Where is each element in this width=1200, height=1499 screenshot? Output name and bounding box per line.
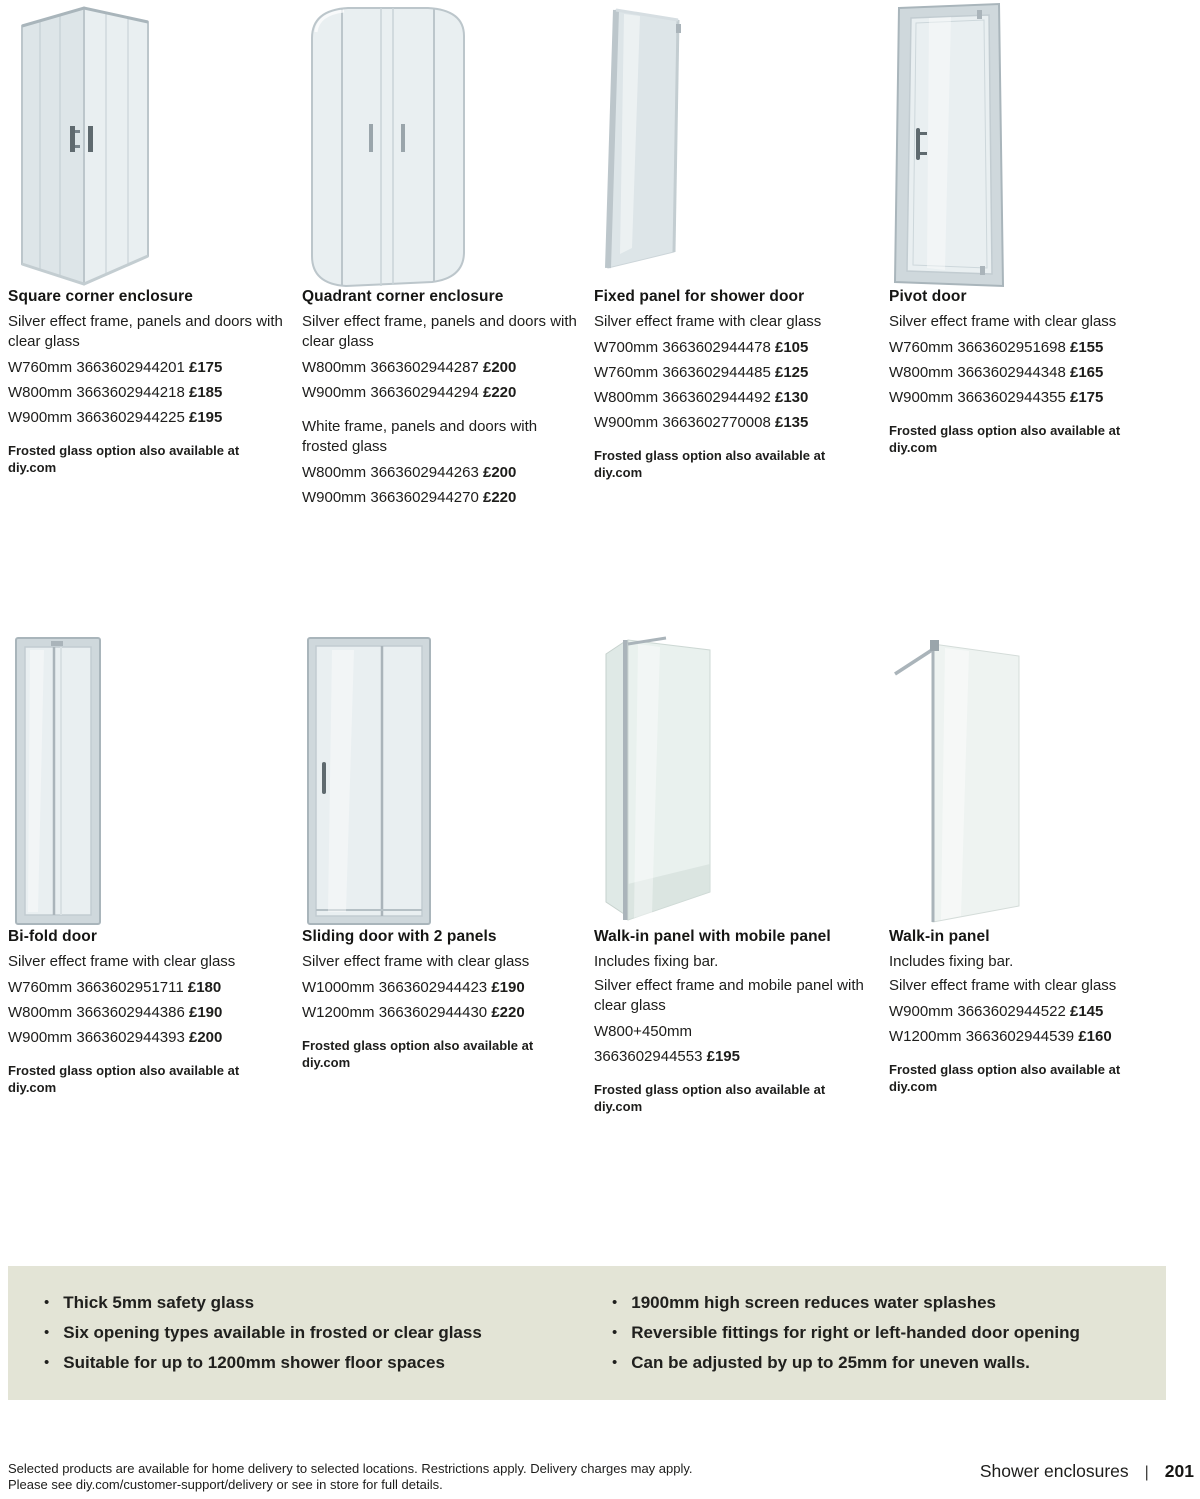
variant-line xyxy=(8,355,284,380)
frosted-option-note: Frosted glass option also available at diy.com xyxy=(8,443,240,475)
variant-code: 3663602951711 xyxy=(76,979,184,996)
variant-size: W1000mm xyxy=(302,979,375,996)
product-card xyxy=(8,0,284,476)
product-image xyxy=(594,0,870,288)
square-corner-enclosure-image xyxy=(8,2,158,288)
variant-size: W760mm xyxy=(594,364,659,381)
variant-price: £220 xyxy=(482,489,517,506)
variant-line xyxy=(8,380,284,405)
variant-line xyxy=(8,975,284,1000)
variant-size: W800mm xyxy=(8,384,73,401)
variant-code: 3663602944263 xyxy=(370,464,479,481)
product-title: Fixed panel for shower door xyxy=(594,288,805,305)
feature-text: Can be adjusted by up to 25mm for uneven walls. xyxy=(631,1353,1030,1372)
feature-text: 1900mm high screen reduces water splashes xyxy=(631,1293,997,1312)
product-title: Bi-fold door xyxy=(8,928,98,945)
variant-size: W760mm xyxy=(8,979,73,996)
product-description: Silver effect frame and mobile panel with clear glass xyxy=(594,977,864,1014)
frosted-option-note: Frosted glass option also available at diy.com xyxy=(594,1082,826,1114)
variant-price: £200 xyxy=(188,1029,223,1046)
feature-text: Six opening types available in frosted or clear glass xyxy=(63,1323,482,1342)
product-card xyxy=(8,620,284,1096)
variant-price: £160 xyxy=(1078,1028,1112,1045)
variant-price: £135 xyxy=(774,414,809,431)
product-title: Square corner enclosure xyxy=(8,288,193,305)
product-image xyxy=(8,620,284,928)
product-description: Silver effect frame, panels and doors with clear glass xyxy=(302,313,577,350)
feature-list-left xyxy=(36,1288,604,1400)
bullet-icon: • xyxy=(612,1294,618,1311)
variant-price: £195 xyxy=(706,1048,740,1065)
feature-box xyxy=(8,1266,1166,1400)
variant-line xyxy=(302,460,578,485)
variant-code: 3663602944386 xyxy=(76,1004,185,1021)
variant-group xyxy=(302,417,578,510)
footer-pagination xyxy=(980,1461,1194,1482)
variant-group xyxy=(302,312,578,405)
product-card xyxy=(594,0,870,481)
feature-text: Reversible fittings for right or left-handed door opening xyxy=(631,1323,1080,1342)
product-card xyxy=(302,0,578,514)
product-description: Silver effect frame with clear glass xyxy=(302,953,530,970)
variant-size: W800mm xyxy=(302,464,367,481)
walkin-panel-image xyxy=(889,632,1021,928)
product-image xyxy=(302,0,578,288)
variant-price: £185 xyxy=(188,384,223,401)
pivot-door-image xyxy=(889,2,1011,288)
variant-line xyxy=(889,999,1165,1024)
variant-price: £190 xyxy=(188,1004,223,1021)
variant-code: 3663602944539 xyxy=(965,1028,1075,1045)
variant-code: 3663602944201 xyxy=(76,359,185,376)
quadrant-corner-enclosure-image xyxy=(302,2,474,288)
product-description: Silver effect frame with clear glass xyxy=(8,953,236,970)
variant-price: £175 xyxy=(188,359,223,376)
variant-size: W900mm xyxy=(889,1003,954,1020)
variant-line xyxy=(302,975,578,1000)
variant-code: 3663602944270 xyxy=(370,489,479,506)
product-description: Silver effect frame, panels and doors with clear glass xyxy=(8,313,283,350)
product-card xyxy=(594,620,870,1115)
variant-size: W900mm xyxy=(8,409,73,426)
variant-size: W1200mm xyxy=(302,1004,375,1021)
product-title: Sliding door with 2 panels xyxy=(302,928,497,945)
variant-code: 3663602944348 xyxy=(957,364,1066,381)
feature-item xyxy=(604,1348,1164,1378)
bullet-icon: • xyxy=(44,1324,50,1341)
frosted-option-note: Frosted glass option also available at diy.com xyxy=(594,448,826,480)
variant-price: £145 xyxy=(1069,1003,1104,1020)
bullet-icon: • xyxy=(44,1354,50,1371)
feature-text: Suitable for up to 1200mm shower floor spaces xyxy=(63,1353,445,1372)
feature-text: Thick 5mm safety glass xyxy=(63,1293,255,1312)
variant-price: £125 xyxy=(774,364,809,381)
footer-disclaimer-line1: Selected products are available for home delivery to selected locations. Restrictions apply. Delivery charges may apply. xyxy=(8,1461,693,1476)
footer-section-title: Shower enclosures xyxy=(979,1461,1129,1481)
variant-price: £155 xyxy=(1069,339,1104,356)
variant-code: 3663602944430 xyxy=(378,1004,488,1021)
variant-line xyxy=(594,335,870,360)
variant-code: 3663602944218 xyxy=(76,384,185,401)
variant-line xyxy=(8,1025,284,1050)
variant-line xyxy=(594,360,870,385)
variant-code: 3663602951698 xyxy=(957,339,1066,356)
variant-group xyxy=(889,312,1165,410)
variant-size: W760mm xyxy=(889,339,954,356)
product-card xyxy=(302,620,578,1071)
variant-size: W800mm xyxy=(302,359,367,376)
feature-item xyxy=(36,1318,604,1348)
feature-item xyxy=(604,1318,1164,1348)
variant-line xyxy=(302,485,578,510)
variant-group xyxy=(8,312,284,430)
product-description: Silver effect frame with clear glass xyxy=(889,313,1117,330)
variant-price: £180 xyxy=(187,979,222,996)
bullet-icon: • xyxy=(612,1324,618,1341)
frosted-option-note: Frosted glass option also available at diy.com xyxy=(889,423,1121,455)
sliding-door-image xyxy=(302,632,438,928)
variant-price: £190 xyxy=(491,979,525,996)
variant-price: £200 xyxy=(482,359,517,376)
product-image xyxy=(8,0,284,288)
variant-price: £220 xyxy=(482,384,517,401)
variant-code: 3663602944393 xyxy=(76,1029,185,1046)
variant-price: £175 xyxy=(1069,389,1104,406)
variant-size: W800mm xyxy=(8,1004,73,1021)
bifold-door-image xyxy=(8,632,108,928)
variant-line xyxy=(302,355,578,380)
bullet-icon: • xyxy=(612,1354,618,1371)
variant-code: 3663602944485 xyxy=(662,364,771,381)
product-image xyxy=(594,620,870,928)
product-title: Walk-in panel with mobile panel xyxy=(594,928,831,945)
feature-item xyxy=(36,1348,604,1378)
variant-line xyxy=(302,380,578,405)
feature-item xyxy=(604,1288,1164,1318)
product-description: White frame, panels and doors with frosted glass xyxy=(302,418,538,455)
variant-size: W800mm xyxy=(594,389,659,406)
page-number: 201 xyxy=(1164,1461,1194,1481)
variant-group xyxy=(302,952,578,1025)
variant-line xyxy=(889,1024,1165,1049)
variant-price: £130 xyxy=(774,389,809,406)
frosted-option-note: Frosted glass option also available at diy.com xyxy=(302,1038,534,1070)
variant-price: £105 xyxy=(774,339,809,356)
product-image xyxy=(889,620,1165,928)
fixed-panel-image xyxy=(594,2,704,288)
bullet-icon: • xyxy=(44,1294,50,1311)
variant-price: £165 xyxy=(1069,364,1104,381)
variant-code: 3663602944423 xyxy=(378,979,488,996)
variant-line xyxy=(889,360,1165,385)
variant-code: 3663602944553 xyxy=(594,1048,703,1065)
variant-group xyxy=(889,976,1165,1049)
variant-code: 3663602944287 xyxy=(370,359,479,376)
frosted-option-note: Frosted glass option also available at diy.com xyxy=(889,1062,1121,1094)
variant-size: W1200mm xyxy=(889,1028,962,1045)
variant-code: 3663602944522 xyxy=(957,1003,1066,1020)
product-lead: Includes fixing bar. xyxy=(594,953,719,970)
variant-size: W760mm xyxy=(8,359,73,376)
footer-disclaimer xyxy=(8,1461,693,1492)
product-card xyxy=(889,620,1165,1095)
product-description: Silver effect frame with clear glass xyxy=(594,313,822,330)
variant-size: W900mm xyxy=(889,389,954,406)
variant-price: £195 xyxy=(188,409,223,426)
footer-separator: | xyxy=(1144,1464,1149,1481)
variant-code: 3663602944492 xyxy=(662,389,771,406)
variant-group xyxy=(594,976,870,1069)
footer-disclaimer-line2: Please see diy.com/customer-support/delivery or see in store for full details. xyxy=(8,1476,443,1492)
product-title: Quadrant corner enclosure xyxy=(302,288,504,305)
feature-item xyxy=(36,1288,604,1318)
variant-line xyxy=(594,385,870,410)
variant-price: £220 xyxy=(491,1004,525,1021)
variant-line xyxy=(889,335,1165,360)
variant-size: W900mm xyxy=(302,489,367,506)
variant-code: 3663602944294 xyxy=(370,384,479,401)
product-card xyxy=(889,0,1165,456)
product-image xyxy=(889,0,1165,288)
variant-size: W800+450mm xyxy=(594,1023,692,1040)
variant-group xyxy=(594,312,870,435)
variant-line xyxy=(594,1019,870,1069)
variant-group xyxy=(8,952,284,1050)
feature-list-right xyxy=(604,1288,1164,1400)
variant-code: 3663602770008 xyxy=(662,414,771,431)
variant-code: 3663602944478 xyxy=(662,339,771,356)
frosted-option-note: Frosted glass option also available at diy.com xyxy=(8,1063,240,1095)
product-title: Pivot door xyxy=(889,288,967,305)
variant-size: W700mm xyxy=(594,339,659,356)
variant-line xyxy=(302,1000,578,1025)
product-image xyxy=(302,620,578,928)
variant-size: W900mm xyxy=(302,384,367,401)
variant-size: W800mm xyxy=(889,364,954,381)
variant-price: £200 xyxy=(482,464,517,481)
variant-line xyxy=(594,410,870,435)
variant-code: 3663602944355 xyxy=(957,389,1066,406)
variant-code: 3663602944225 xyxy=(76,409,185,426)
variant-line xyxy=(8,1000,284,1025)
walkin-mobile-panel-image xyxy=(594,632,726,928)
variant-line xyxy=(889,385,1165,410)
variant-line xyxy=(8,405,284,430)
variant-size: W900mm xyxy=(8,1029,73,1046)
product-description: Silver effect frame with clear glass xyxy=(889,977,1117,994)
product-lead: Includes fixing bar. xyxy=(889,953,1014,970)
variant-size: W900mm xyxy=(594,414,659,431)
product-title: Walk-in panel xyxy=(889,928,990,945)
